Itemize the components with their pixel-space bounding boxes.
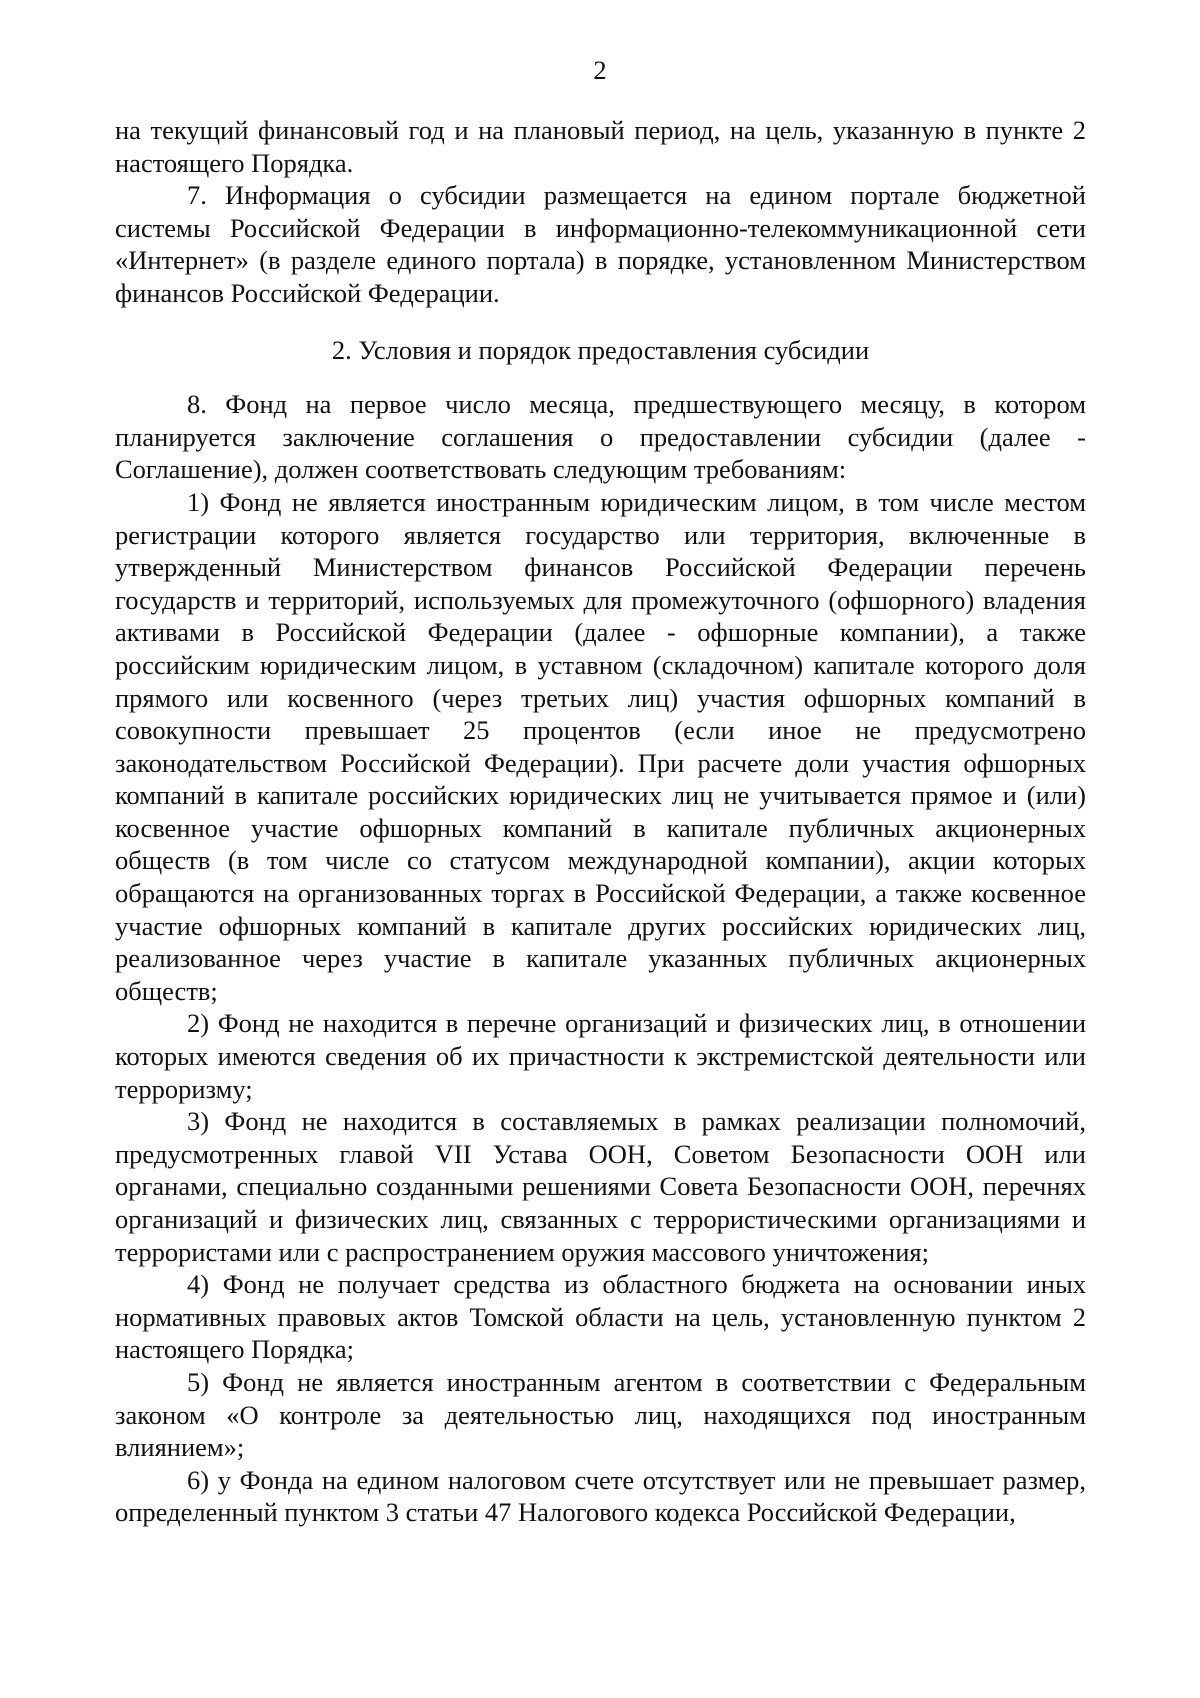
paragraph-8: 8. Фонд на первое число месяца, предшествующего месяцу, в котором планируется заключение соглашения о предоставлении субсидии (далее - Соглашение), должен соответствовать следующим требованиям: (115, 389, 1086, 485)
list-item-3: 3) Фонд не находится в составляемых в рамках реализации полномочий, предусмотренных главой VII Устава ООН, Советом Безопасности ООН или органами, специально созданными решениями Совета Безопасности ООН, перечнях организаций и физических лиц, связанных с террористическими организациями и террористами или с распространением оружия массового уничтожения; (115, 1106, 1086, 1267)
list-item-1: 1) Фонд не является иностранным юридическим лицом, в том числе местом регистрации которого является государство или территория, включенные в утвержденный Министерством финансов Российской Федерации перечень государств и территорий, используемых для промежуточного (офшорного) владения активами в Российской Федерации (далее - офшорные компании), а также российским юридическим лицом, в уставном (складочном) капитале которого доля прямого или косвенного (через третьих лиц) участия офшорных компаний в совокупности превышает 25 процентов (если иное не предусмотрено законодательством Российской Федерации). При расчете доли участия офшорных компаний в капитале российских юридических лиц не учитывается прямое и (или) косвенное участие офшорных компаний в капитале публичных акционерных обществ (в том числе со статусом международной компании), акции которых обращаются на организованных торгах в Российской Федерации, а также косвенное участие офшорных компаний в капитале других российских юридических лиц, реализованное через участие в капитале указанных публичных акционерных обществ; (115, 486, 1086, 1006)
list-item-4: 4) Фонд не получает средства из областного бюджета на основании иных нормативных правовых актов Томской области на цель, установленную пунктом 2 настоящего Порядка; (115, 1269, 1086, 1365)
list-item-6: 6) у Фонда на едином налоговом счете отсутствует или не превышает размер, определенный пунктом 3 статьи 47 Налогового кодекса Российской Федерации, (115, 1464, 1086, 1528)
section-heading: 2. Условия и порядок предоставления субсидии (331, 334, 870, 365)
page-number: 2 (593, 55, 607, 85)
list-item-5: 5) Фонд не является иностранным агентом в соответствии с Федеральным законом «О контроле за деятельностью лиц, находящихся под иностранным влиянием»; (115, 1366, 1086, 1463)
list-item-2: 2) Фонд не находится в перечне организаций и физических лиц, в отношении которых имеются сведения об их причастности к экстремистской деятельности или терроризму; (115, 1008, 1086, 1104)
paragraph-continuation: на текущий финансовый год и на плановый период, на цель, указанную в пункте 2 настоящего Порядка. (115, 115, 1086, 178)
document-body (115, 114, 1086, 1529)
paragraph-7: 7. Информация о субсидии размещается на едином портале бюджетной системы Российской Федерации в информационно-телекоммуникационной сети «Интернет» (в разделе единого портала) в порядке, установленном Министерством финансов Российской Федерации. (115, 180, 1086, 308)
